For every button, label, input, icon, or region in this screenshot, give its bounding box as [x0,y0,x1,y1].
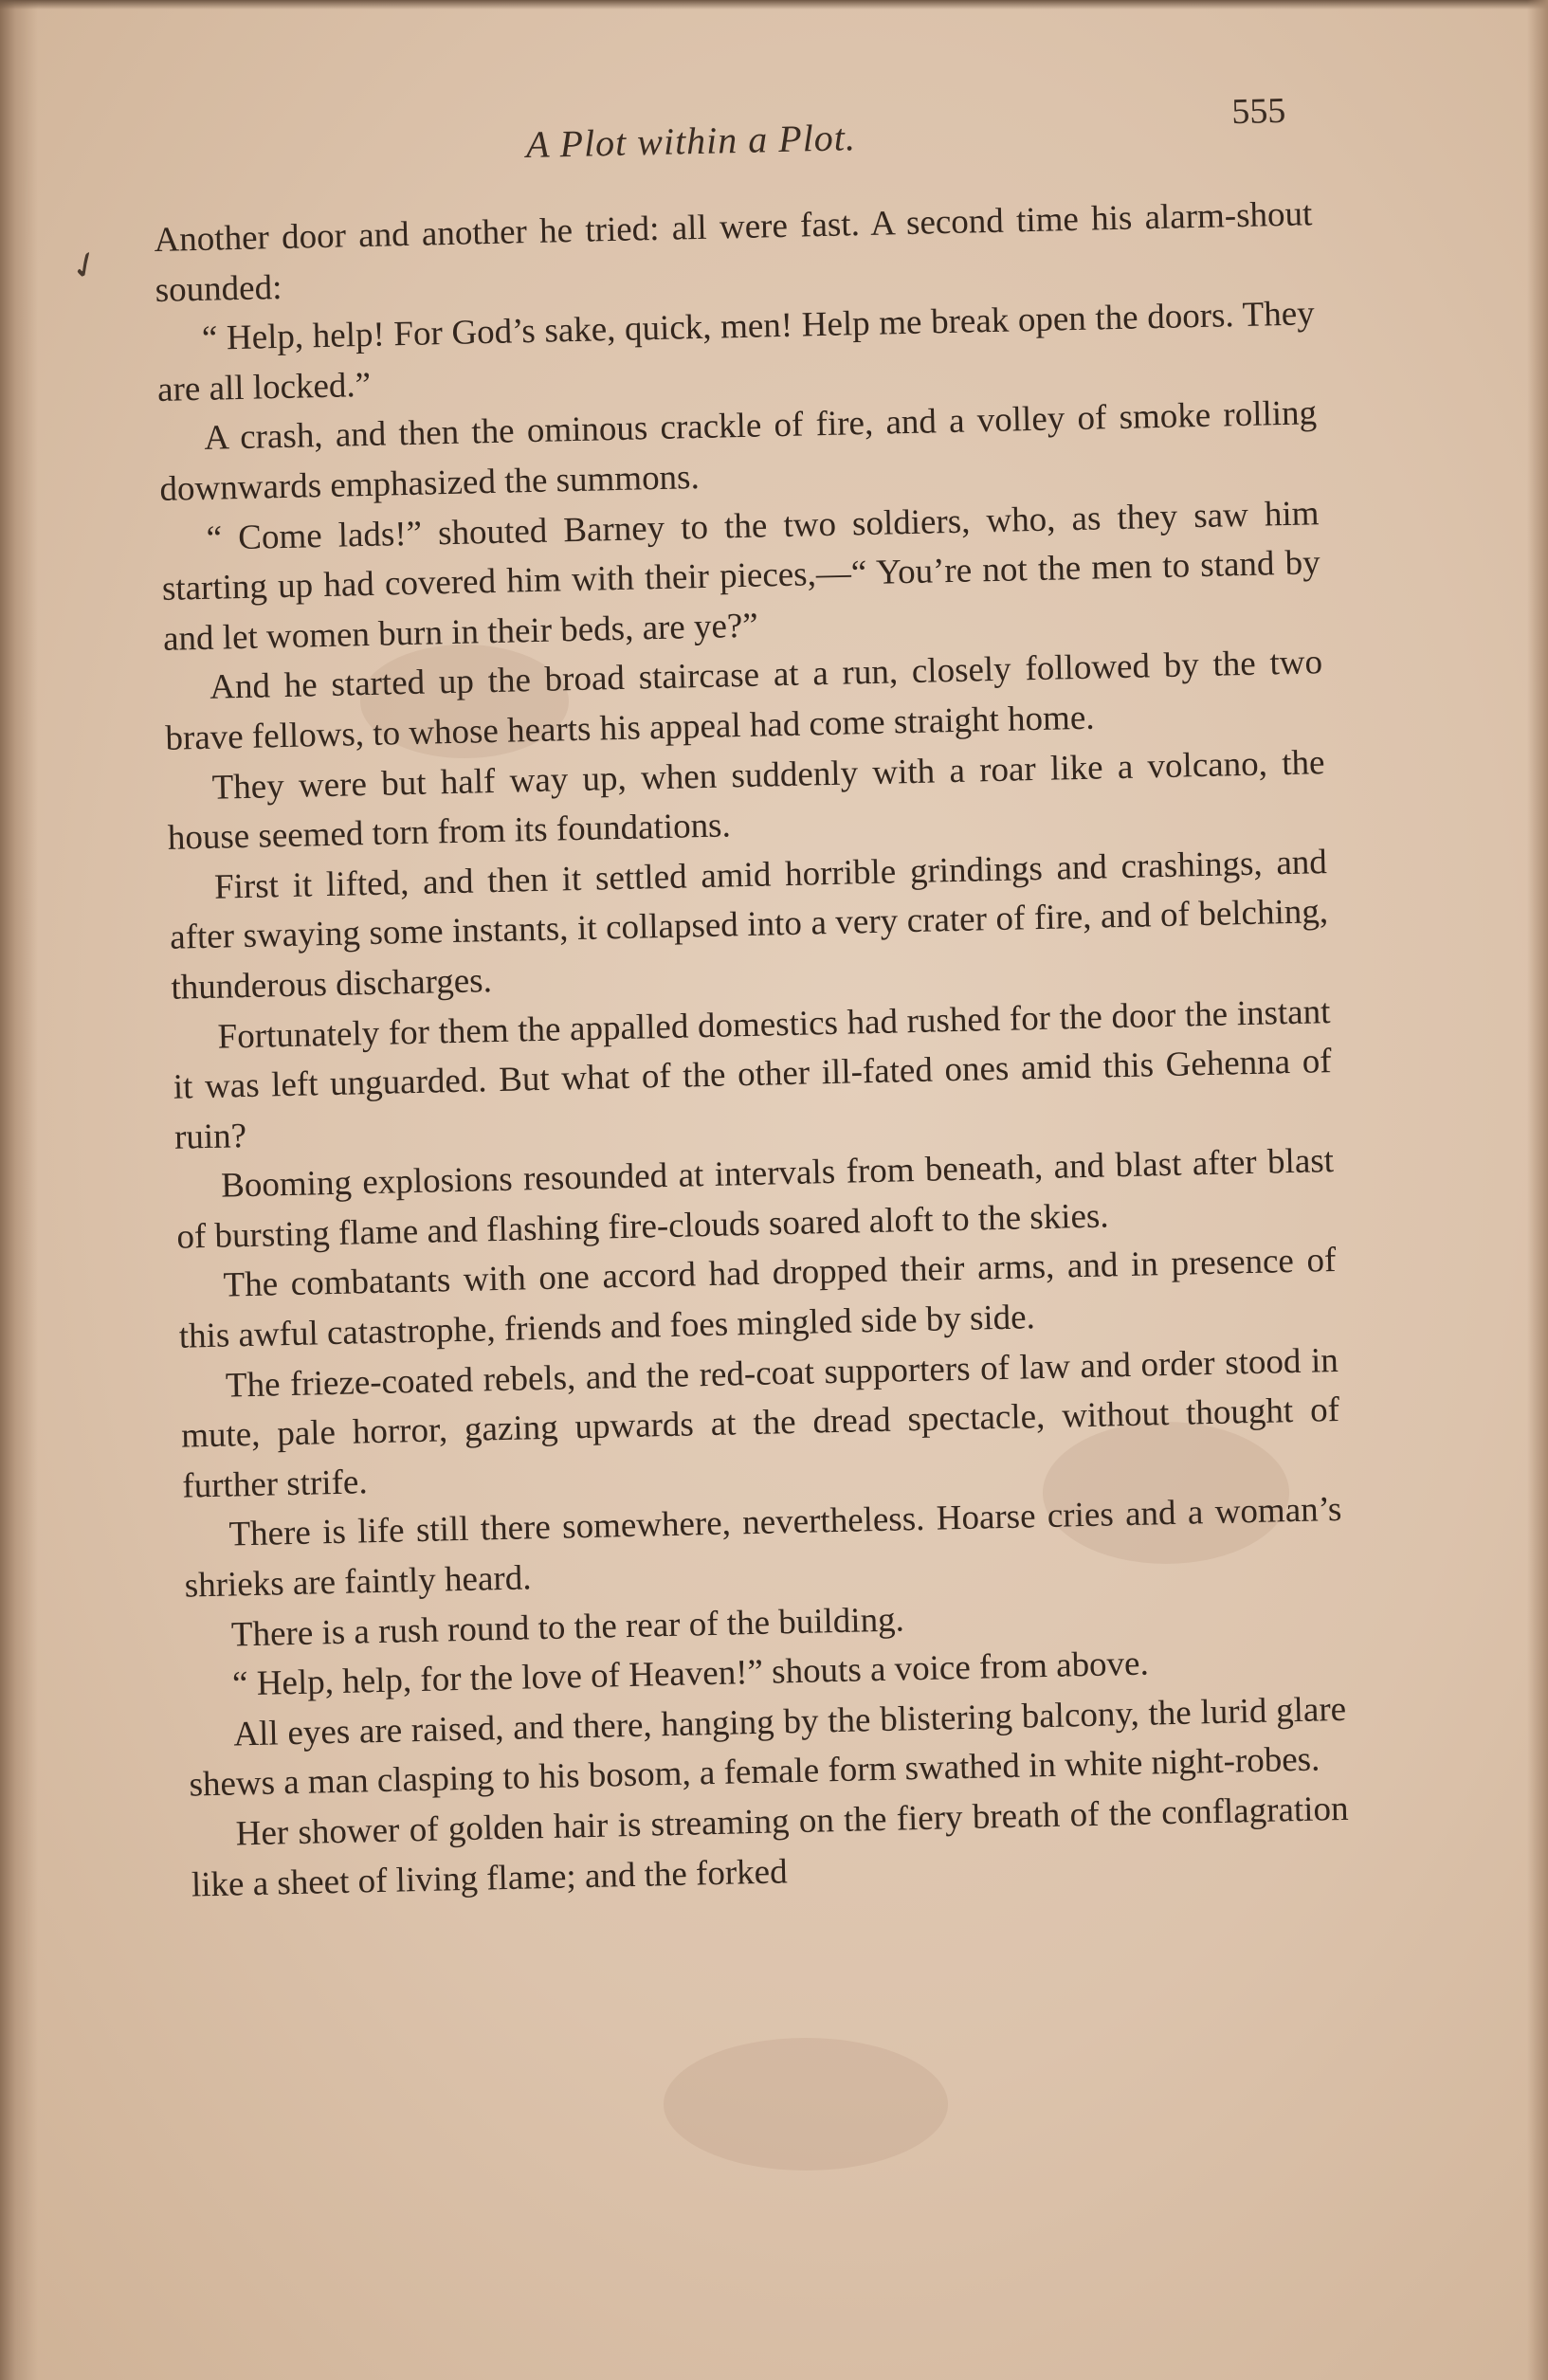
page-number: 555 [1230,90,1286,133]
paragraph: And he started up the broad staircase at a run, closely followed by the two brave fellows, to whose hearts his appeal had come straight home. [165,643,1323,758]
paragraph: First it lifted, and then it settled amid horrible grindings and crashings, and after swaying some instants, it collapsed into a very crater of fire, and of belching, thunderous discharges. [169,842,1329,1008]
paragraph: The frieze-coated rebels, and the red-coat supporters of law and order stood in mute, pale horror, gazing upwards at the dread spectacle, without thought of further strife. [180,1340,1340,1506]
page-header [152,85,1314,178]
running-title: A Plot within a Plot. [525,116,857,167]
paragraph: There is life still there somewhere, nevertheless. Hoarse cries and a woman’s shrieks are faintly heard. [184,1490,1342,1606]
paragraph: Booming explosions resounded at intervals from beneath, and blast after blast of bursting flame and flashing fire-clouds soared aloft to the skies. [175,1141,1335,1257]
paragraph: “ Help, help! For God’s sake, quick, men! Help me break open the doors. They are all locked.” [156,294,1316,409]
paragraph: “ Come lads!” shouted Barney to the two soldiers, who, as they saw him starting up had covered him with their pieces,—“ You’re not the men to stand by and let women burn in their beds, are ye?” [161,493,1321,659]
paragraph: A crash, and then the ominous crackle of fire, and a volley of smoke rolling downwards emphasized the summons. [159,393,1318,509]
paragraph: The combatants with one accord had dropped their arms, and in presence of this awful catastrophe, friends and foes mingled side by side. [178,1241,1337,1356]
pencil-check-mark: ✓ [63,240,108,291]
page-top-edge [0,0,1548,9]
paragraph: Another door and another he tried: all were fast. A second time his alarm-shout sounded: [154,194,1313,310]
paragraph: They were but half way up, when suddenly with a roar like a volcano, the house seemed torn from its foundations. [167,742,1325,858]
paragraph: There is a rush round to the rear of the building. [230,1600,905,1655]
paragraph: “ Help, help, for the love of Heaven!” shouts a voice from above. [231,1644,1150,1704]
paragraph: Her shower of golden hair is streaming on the fiery breath of the conflagration like a sheet of living flame; and the forked [191,1789,1349,1905]
body-text [154,190,1350,1910]
page-right-edge [1527,0,1548,2380]
paper-stain [664,2038,948,2171]
paragraph: Fortunately for them the appalled domestics had rushed for the door the instant it was left unguarded. But what of the other ill-fated ones amid this Gehenna of ruin? [173,991,1333,1157]
paragraph: All eyes are raised, and there, hanging by the blistering balcony, the lurid glare shews a man clasping to his bosom, a female form swathed in white night-robes. [189,1689,1347,1805]
page-gutter-shadow [0,0,38,2380]
